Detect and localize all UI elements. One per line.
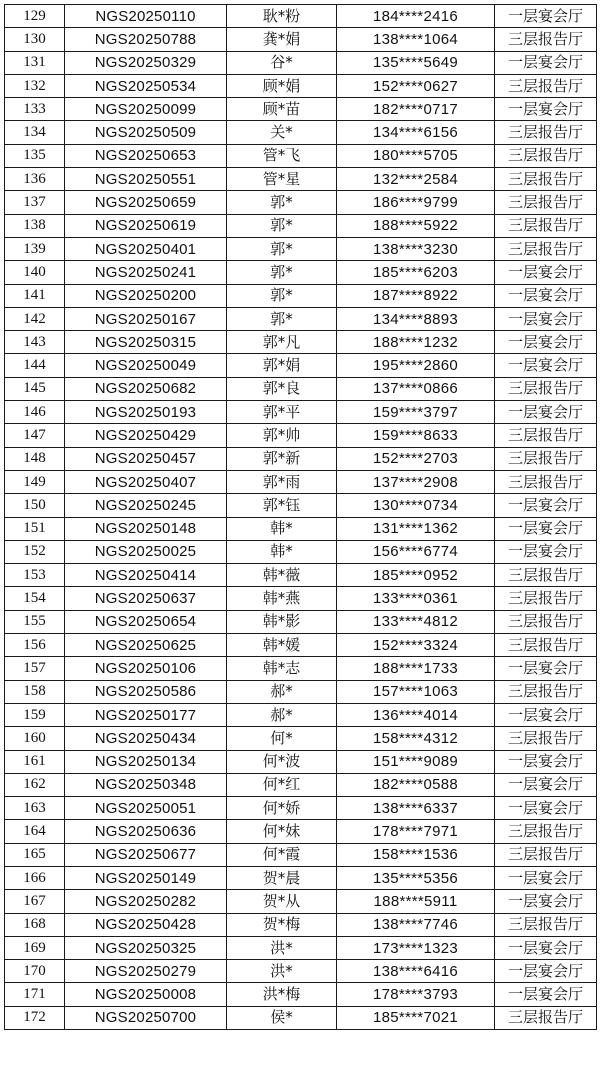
venue: 一层宴会厅: [495, 517, 597, 540]
attendee-phone: 152****2703: [337, 447, 495, 470]
attendee-phone: 151****9089: [337, 750, 495, 773]
registration-code: NGS20250407: [65, 470, 227, 493]
registration-code: NGS20250282: [65, 890, 227, 913]
row-number: 147: [5, 424, 65, 447]
attendee-phone: 131****1362: [337, 517, 495, 540]
attendee-phone: 188****1232: [337, 331, 495, 354]
row-number: 132: [5, 74, 65, 97]
table-row: [5, 634, 597, 657]
table-row: [5, 74, 597, 97]
row-number: 137: [5, 191, 65, 214]
venue: 一层宴会厅: [495, 261, 597, 284]
venue: 三层报告厅: [495, 470, 597, 493]
table-row: [5, 168, 597, 191]
attendee-name: 何*霞: [227, 843, 337, 866]
table-row: [5, 5, 597, 28]
table-row: [5, 703, 597, 726]
table-row: [5, 960, 597, 983]
row-number: 141: [5, 284, 65, 307]
table-row: [5, 680, 597, 703]
attendee-name: 贺*梅: [227, 913, 337, 936]
table-row: [5, 610, 597, 633]
attendee-name: 贺*晨: [227, 866, 337, 889]
registration-code: NGS20250625: [65, 634, 227, 657]
registration-code: NGS20250414: [65, 564, 227, 587]
table-row: [5, 587, 597, 610]
row-number: 156: [5, 634, 65, 657]
table-row: [5, 540, 597, 563]
row-number: 144: [5, 354, 65, 377]
table-row: [5, 797, 597, 820]
table-row: [5, 261, 597, 284]
attendee-phone: 138****7746: [337, 913, 495, 936]
attendee-name: 贺*从: [227, 890, 337, 913]
registration-code: NGS20250200: [65, 284, 227, 307]
row-number: 167: [5, 890, 65, 913]
attendee-name: 郭*雨: [227, 470, 337, 493]
attendee-phone: 159****3797: [337, 401, 495, 424]
attendee-phone: 173****1323: [337, 936, 495, 959]
registration-code: NGS20250429: [65, 424, 227, 447]
row-number: 148: [5, 447, 65, 470]
row-number: 131: [5, 51, 65, 74]
registration-code: NGS20250457: [65, 447, 227, 470]
registration-code: NGS20250008: [65, 983, 227, 1006]
attendee-name: 郭*新: [227, 447, 337, 470]
attendee-phone: 184****2416: [337, 5, 495, 28]
table-row: [5, 750, 597, 773]
registration-code: NGS20250653: [65, 144, 227, 167]
registration-code: NGS20250134: [65, 750, 227, 773]
row-number: 170: [5, 960, 65, 983]
venue: 三层报告厅: [495, 237, 597, 260]
table-row: [5, 214, 597, 237]
attendee-name: 郭*娟: [227, 354, 337, 377]
attendee-name: 何*红: [227, 773, 337, 796]
attendee-phone: 158****1536: [337, 843, 495, 866]
registration-code: NGS20250619: [65, 214, 227, 237]
registration-code: NGS20250099: [65, 98, 227, 121]
attendee-name: 郭*: [227, 261, 337, 284]
venue: 三层报告厅: [495, 144, 597, 167]
table-row: [5, 401, 597, 424]
attendee-phone: 152****0627: [337, 74, 495, 97]
attendee-phone: 133****4812: [337, 610, 495, 633]
venue: 三层报告厅: [495, 587, 597, 610]
attendee-phone: 132****2584: [337, 168, 495, 191]
table-row: [5, 564, 597, 587]
attendee-name: 谷*: [227, 51, 337, 74]
attendee-name: 郝*: [227, 680, 337, 703]
attendee-name: 郭*: [227, 214, 337, 237]
venue: 三层报告厅: [495, 191, 597, 214]
row-number: 135: [5, 144, 65, 167]
table-row: [5, 51, 597, 74]
row-number: 143: [5, 331, 65, 354]
attendee-name: 韩*影: [227, 610, 337, 633]
venue: 一层宴会厅: [495, 401, 597, 424]
row-number: 168: [5, 913, 65, 936]
venue: 三层报告厅: [495, 74, 597, 97]
venue: 一层宴会厅: [495, 960, 597, 983]
table-row: [5, 494, 597, 517]
row-number: 166: [5, 866, 65, 889]
attendee-phone: 178****3793: [337, 983, 495, 1006]
attendee-phone: 138****1064: [337, 28, 495, 51]
registration-code: NGS20250167: [65, 307, 227, 330]
attendee-phone: 185****7021: [337, 1006, 495, 1029]
row-number: 140: [5, 261, 65, 284]
venue: 一层宴会厅: [495, 494, 597, 517]
row-number: 134: [5, 121, 65, 144]
row-number: 172: [5, 1006, 65, 1029]
venue: 三层报告厅: [495, 564, 597, 587]
attendee-name: 顾*娟: [227, 74, 337, 97]
venue: 三层报告厅: [495, 610, 597, 633]
attendee-phone: 137****0866: [337, 377, 495, 400]
row-number: 160: [5, 727, 65, 750]
registration-code: NGS20250025: [65, 540, 227, 563]
attendee-name: 龚*娟: [227, 28, 337, 51]
table-row: [5, 773, 597, 796]
row-number: 164: [5, 820, 65, 843]
attendee-name: 何*: [227, 727, 337, 750]
attendee-phone: 130****0734: [337, 494, 495, 517]
venue: 一层宴会厅: [495, 773, 597, 796]
attendee-name: 韩*燕: [227, 587, 337, 610]
row-number: 136: [5, 168, 65, 191]
attendee-name: 郝*: [227, 703, 337, 726]
attendee-name: 郭*平: [227, 401, 337, 424]
attendee-phone: 134****8893: [337, 307, 495, 330]
row-number: 165: [5, 843, 65, 866]
venue: 一层宴会厅: [495, 540, 597, 563]
attendee-phone: 135****5356: [337, 866, 495, 889]
registration-code: NGS20250682: [65, 377, 227, 400]
registration-code: NGS20250788: [65, 28, 227, 51]
table-row: [5, 447, 597, 470]
registration-code: NGS20250348: [65, 773, 227, 796]
table-row: [5, 843, 597, 866]
attendee-name: 郭*钰: [227, 494, 337, 517]
registration-code: NGS20250329: [65, 51, 227, 74]
attendee-name: 耿*粉: [227, 5, 337, 28]
attendee-phone: 138****3230: [337, 237, 495, 260]
venue: 三层报告厅: [495, 28, 597, 51]
row-number: 157: [5, 657, 65, 680]
registration-code: NGS20250325: [65, 936, 227, 959]
row-number: 129: [5, 5, 65, 28]
venue: 一层宴会厅: [495, 5, 597, 28]
venue: 一层宴会厅: [495, 354, 597, 377]
venue: 一层宴会厅: [495, 331, 597, 354]
attendee-phone: 152****3324: [337, 634, 495, 657]
registration-code: NGS20250637: [65, 587, 227, 610]
row-number: 139: [5, 237, 65, 260]
attendee-phone: 156****6774: [337, 540, 495, 563]
row-number: 171: [5, 983, 65, 1006]
attendee-phone: 135****5649: [337, 51, 495, 74]
venue: 三层报告厅: [495, 680, 597, 703]
row-number: 169: [5, 936, 65, 959]
attendee-name: 韩*薇: [227, 564, 337, 587]
attendee-phone: 138****6416: [337, 960, 495, 983]
venue: 一层宴会厅: [495, 750, 597, 773]
venue: 三层报告厅: [495, 1006, 597, 1029]
venue: 三层报告厅: [495, 447, 597, 470]
table-row: [5, 913, 597, 936]
row-number: 150: [5, 494, 65, 517]
attendee-name: 顾*苗: [227, 98, 337, 121]
attendee-name: 郭*: [227, 307, 337, 330]
table-row: [5, 820, 597, 843]
attendee-name: 郭*: [227, 191, 337, 214]
attendee-name: 洪*梅: [227, 983, 337, 1006]
attendee-name: 洪*: [227, 936, 337, 959]
venue: 三层报告厅: [495, 121, 597, 144]
attendee-name: 郭*: [227, 284, 337, 307]
attendee-name: 何*妹: [227, 820, 337, 843]
registration-code: NGS20250586: [65, 680, 227, 703]
venue: 三层报告厅: [495, 820, 597, 843]
registration-code: NGS20250148: [65, 517, 227, 540]
venue: 一层宴会厅: [495, 983, 597, 1006]
registration-code: NGS20250636: [65, 820, 227, 843]
attendee-phone: 185****6203: [337, 261, 495, 284]
registration-code: NGS20250654: [65, 610, 227, 633]
table-row: [5, 727, 597, 750]
row-number: 146: [5, 401, 65, 424]
table-row: [5, 517, 597, 540]
table-row: [5, 354, 597, 377]
table-row: [5, 377, 597, 400]
attendee-name: 郭*凡: [227, 331, 337, 354]
attendee-phone: 137****2908: [337, 470, 495, 493]
row-number: 151: [5, 517, 65, 540]
table-row: [5, 144, 597, 167]
attendee-phone: 182****0717: [337, 98, 495, 121]
registration-code: NGS20250434: [65, 727, 227, 750]
table-row: [5, 307, 597, 330]
attendee-phone: 188****5911: [337, 890, 495, 913]
attendee-table: [4, 4, 597, 1030]
attendee-phone: 136****4014: [337, 703, 495, 726]
attendee-name: 管*飞: [227, 144, 337, 167]
venue: 三层报告厅: [495, 168, 597, 191]
attendee-phone: 157****1063: [337, 680, 495, 703]
registration-code: NGS20250700: [65, 1006, 227, 1029]
roster-sheet: [4, 4, 596, 1030]
attendee-name: 郭*: [227, 237, 337, 260]
venue: 三层报告厅: [495, 843, 597, 866]
table-row: [5, 866, 597, 889]
table-row: [5, 1006, 597, 1029]
attendee-phone: 182****0588: [337, 773, 495, 796]
venue: 一层宴会厅: [495, 657, 597, 680]
attendee-phone: 187****8922: [337, 284, 495, 307]
registration-code: NGS20250051: [65, 797, 227, 820]
attendee-phone: 159****8633: [337, 424, 495, 447]
attendee-name: 郭*良: [227, 377, 337, 400]
table-row: [5, 121, 597, 144]
registration-code: NGS20250110: [65, 5, 227, 28]
table-row: [5, 191, 597, 214]
row-number: 161: [5, 750, 65, 773]
registration-code: NGS20250677: [65, 843, 227, 866]
registration-code: NGS20250551: [65, 168, 227, 191]
attendee-phone: 180****5705: [337, 144, 495, 167]
registration-code: NGS20250241: [65, 261, 227, 284]
attendee-name: 关*: [227, 121, 337, 144]
attendee-phone: 134****6156: [337, 121, 495, 144]
table-row: [5, 890, 597, 913]
attendee-phone: 195****2860: [337, 354, 495, 377]
venue: 一层宴会厅: [495, 98, 597, 121]
attendee-name: 韩*: [227, 517, 337, 540]
venue: 一层宴会厅: [495, 936, 597, 959]
registration-code: NGS20250428: [65, 913, 227, 936]
attendee-phone: 186****9799: [337, 191, 495, 214]
row-number: 158: [5, 680, 65, 703]
registration-code: NGS20250049: [65, 354, 227, 377]
attendee-phone: 185****0952: [337, 564, 495, 587]
table-row: [5, 28, 597, 51]
registration-code: NGS20250401: [65, 237, 227, 260]
attendee-table-body: [5, 5, 597, 1030]
attendee-phone: 133****0361: [337, 587, 495, 610]
row-number: 149: [5, 470, 65, 493]
registration-code: NGS20250534: [65, 74, 227, 97]
attendee-name: 韩*志: [227, 657, 337, 680]
attendee-phone: 178****7971: [337, 820, 495, 843]
row-number: 155: [5, 610, 65, 633]
registration-code: NGS20250659: [65, 191, 227, 214]
registration-code: NGS20250193: [65, 401, 227, 424]
attendee-phone: 188****1733: [337, 657, 495, 680]
registration-code: NGS20250177: [65, 703, 227, 726]
venue: 一层宴会厅: [495, 703, 597, 726]
venue: 三层报告厅: [495, 913, 597, 936]
registration-code: NGS20250106: [65, 657, 227, 680]
registration-code: NGS20250149: [65, 866, 227, 889]
row-number: 153: [5, 564, 65, 587]
row-number: 145: [5, 377, 65, 400]
attendee-phone: 158****4312: [337, 727, 495, 750]
venue: 三层报告厅: [495, 214, 597, 237]
venue: 一层宴会厅: [495, 51, 597, 74]
table-row: [5, 237, 597, 260]
table-row: [5, 983, 597, 1006]
venue: 三层报告厅: [495, 424, 597, 447]
attendee-name: 郭*帅: [227, 424, 337, 447]
attendee-phone: 138****6337: [337, 797, 495, 820]
attendee-name: 何*波: [227, 750, 337, 773]
registration-code: NGS20250315: [65, 331, 227, 354]
registration-code: NGS20250509: [65, 121, 227, 144]
row-number: 152: [5, 540, 65, 563]
table-row: [5, 470, 597, 493]
row-number: 163: [5, 797, 65, 820]
attendee-name: 韩*媛: [227, 634, 337, 657]
attendee-name: 管*星: [227, 168, 337, 191]
venue: 一层宴会厅: [495, 797, 597, 820]
venue: 三层报告厅: [495, 634, 597, 657]
attendee-phone: 188****5922: [337, 214, 495, 237]
row-number: 162: [5, 773, 65, 796]
venue: 一层宴会厅: [495, 284, 597, 307]
table-row: [5, 424, 597, 447]
row-number: 133: [5, 98, 65, 121]
attendee-name: 韩*: [227, 540, 337, 563]
table-row: [5, 657, 597, 680]
row-number: 154: [5, 587, 65, 610]
venue: 一层宴会厅: [495, 866, 597, 889]
table-row: [5, 284, 597, 307]
venue: 三层报告厅: [495, 377, 597, 400]
row-number: 138: [5, 214, 65, 237]
venue: 一层宴会厅: [495, 890, 597, 913]
attendee-name: 洪*: [227, 960, 337, 983]
table-row: [5, 936, 597, 959]
attendee-name: 侯*: [227, 1006, 337, 1029]
registration-code: NGS20250279: [65, 960, 227, 983]
row-number: 159: [5, 703, 65, 726]
venue: 一层宴会厅: [495, 307, 597, 330]
row-number: 130: [5, 28, 65, 51]
attendee-name: 何*娇: [227, 797, 337, 820]
venue: 三层报告厅: [495, 727, 597, 750]
row-number: 142: [5, 307, 65, 330]
table-row: [5, 331, 597, 354]
registration-code: NGS20250245: [65, 494, 227, 517]
table-row: [5, 98, 597, 121]
